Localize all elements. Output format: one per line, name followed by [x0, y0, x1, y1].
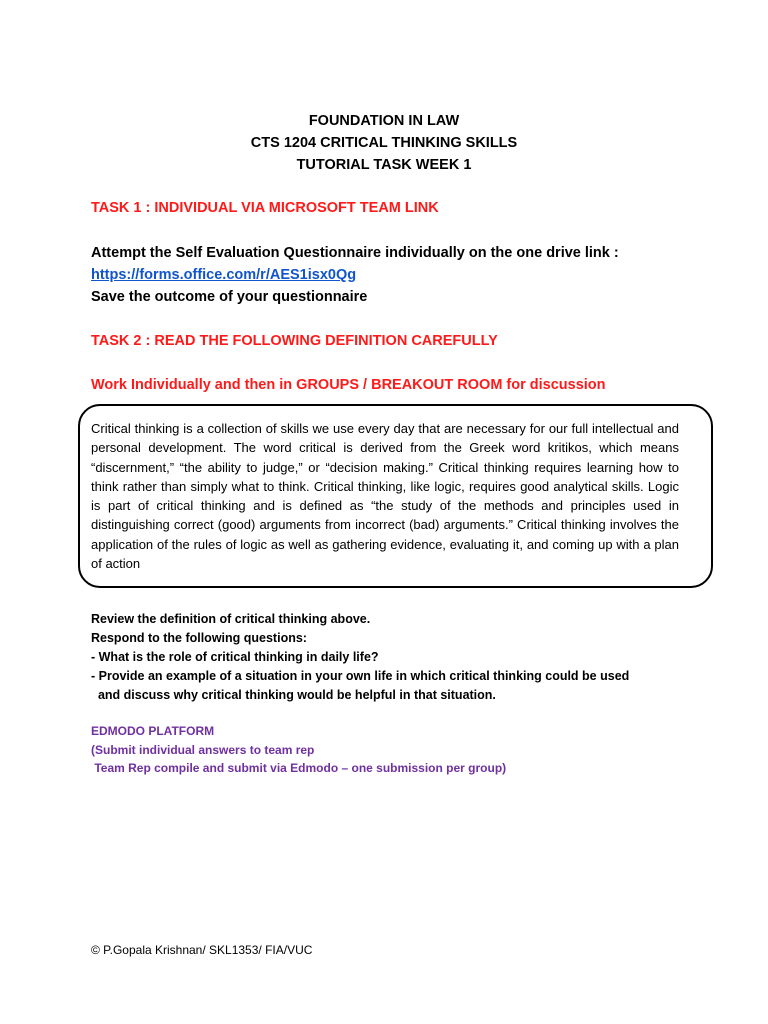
tutorial-title: TUTORIAL TASK WEEK 1: [296, 157, 472, 173]
question-2-part-1: - Provide an example of a situation in your own life in which critical thinking could be used: [91, 669, 630, 683]
submission-note-2: Team Rep compile and submit via Edmodo – one submission per group): [91, 761, 507, 775]
course-program: FOUNDATION IN LAW: [308, 113, 460, 129]
task1-save-note: Save the outcome of your questionnaire: [91, 289, 368, 305]
questionnaire-link[interactable]: https://forms.office.com/r/AES1isx0Qg: [91, 267, 357, 283]
submission-note-1: (Submit individual answers to team rep: [91, 742, 315, 757]
questions-section: [91, 610, 711, 705]
questionnaire-link-line: [91, 267, 356, 283]
task2-subheading: Work Individually and then in GROUPS / BREAKOUT ROOM for discussion: [91, 377, 606, 393]
task2-heading: TASK 2 : READ THE FOLLOWING DEFINITION CAREFULLY: [91, 333, 498, 349]
question-1: - What is the role of critical thinking in daily life?: [91, 650, 379, 664]
review-instruction: Review the definition of critical thinking above.: [91, 612, 371, 626]
task1-instruction: Attempt the Self Evaluation Questionnaire individually on the one drive link :: [91, 245, 619, 261]
platform-name: EDMODO PLATFORM: [91, 724, 215, 738]
task1-heading: TASK 1 : INDIVIDUAL VIA MICROSOFT TEAM LINK: [91, 200, 439, 216]
course-title: CTS 1204 CRITICAL THINKING SKILLS: [250, 135, 518, 151]
submission-section: [91, 722, 506, 778]
copyright-footer: © P.Gopala Krishnan/ SKL1353/ FIA/VUC: [91, 943, 313, 957]
respond-instruction: Respond to the following questions:: [91, 631, 307, 645]
document-header: [0, 110, 768, 176]
definition-text: Critical thinking is a collection of skills we use every day that are necessary for our full intellectual and personal development. The word critical is derived from the Greek word kritikos, which means “discernment,” “the ability to judge,” or “decision making.” Critical thinking requires learning how to think rather than simply what to think. Critical thinking, like logic, requires good analytical skills. Logic is part of critical thinking and is defined as “the study of the methods and principles used in distinguishing correct (good) arguments from incorrect (bad) arguments.” Critical thinking involves the application of the rules of logic as well as gathering evidence, evaluating it, and coming up with a plan of action: [91, 421, 679, 572]
question-2-part-2: and discuss why critical thinking would be helpful in that situation.: [91, 688, 496, 702]
